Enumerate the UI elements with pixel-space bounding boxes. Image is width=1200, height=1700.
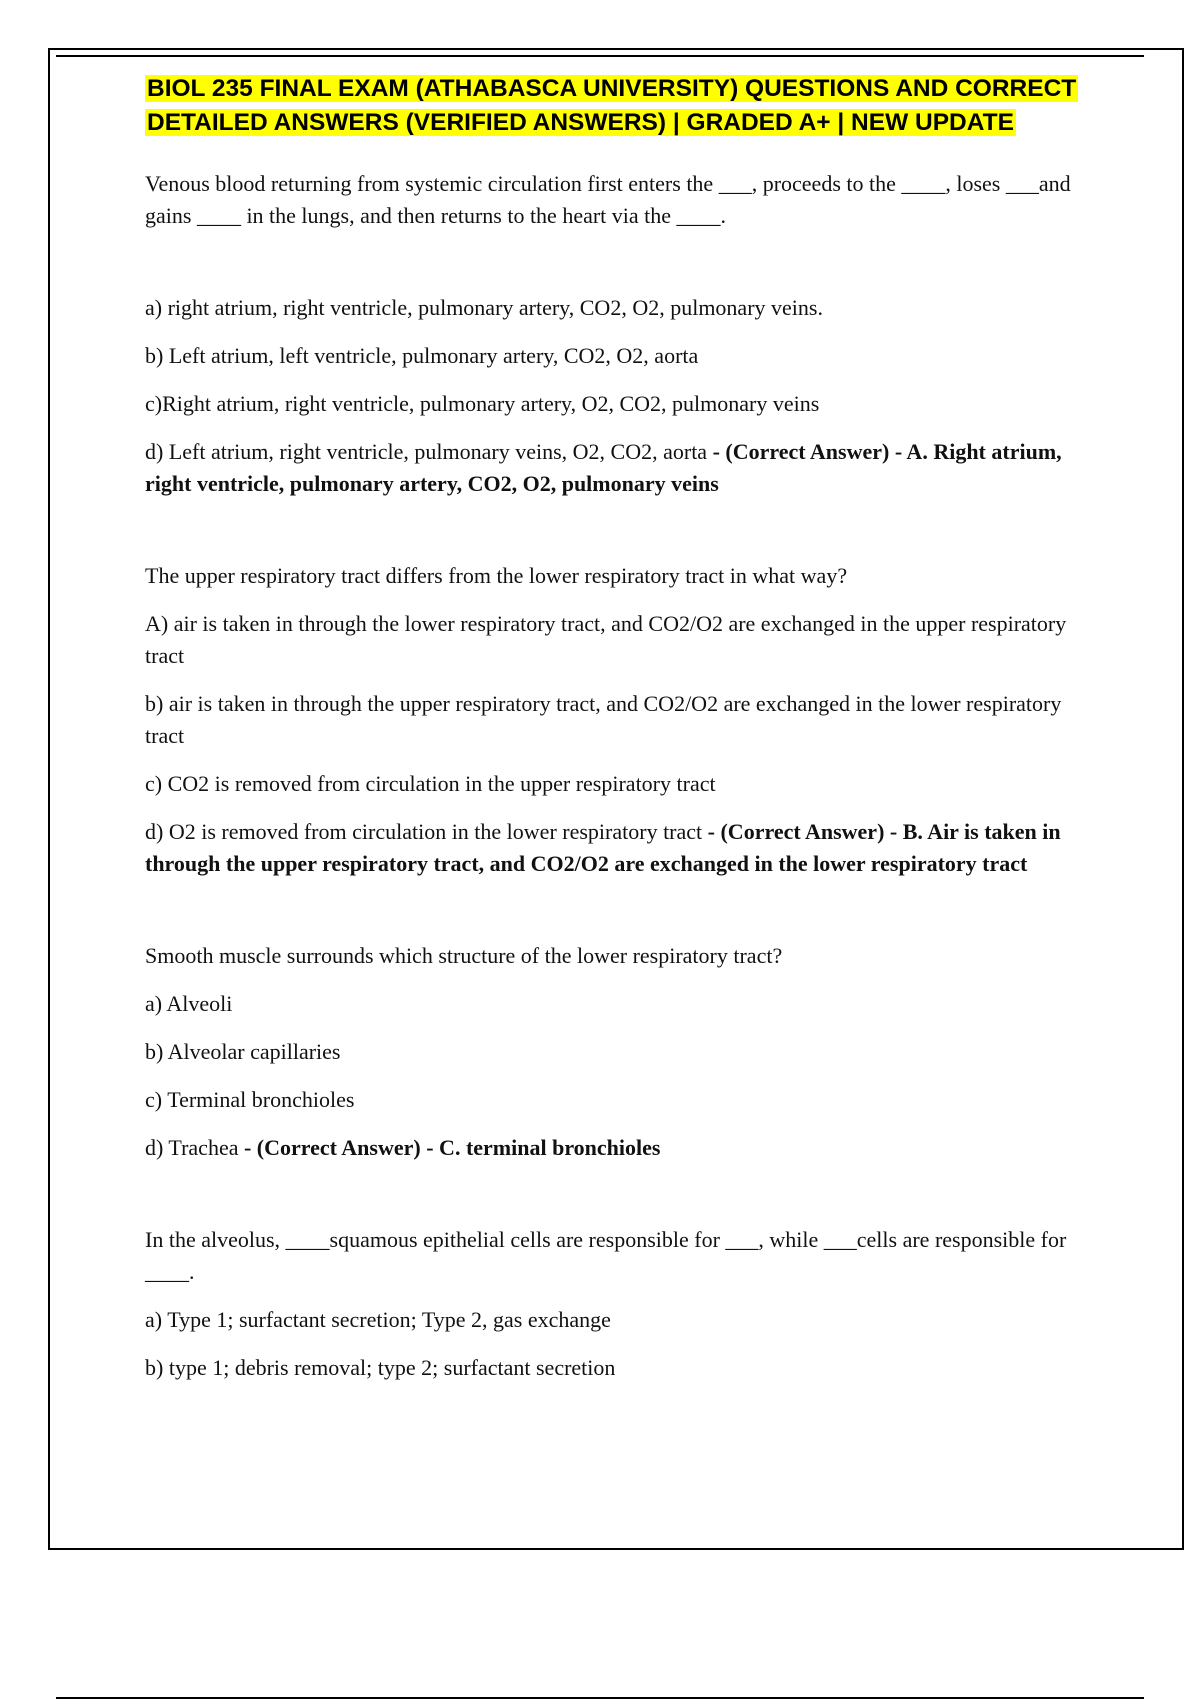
question-3-option-d [145,1132,1095,1164]
question-1-option-c: c)Right atrium, right ventricle, pulmonary artery, O2, CO2, pulmonary veins [145,391,820,416]
question-2-option-d-text: d) O2 is removed from circulation in the lower respiratory tract [145,819,708,844]
question-2-option-c: c) CO2 is removed from circulation in the upper respiratory tract [145,771,716,796]
question-1-option-d-text: d) Left atrium, right ventricle, pulmonary veins, O2, CO2, aorta [145,439,713,464]
document-title [145,72,1095,140]
question-1-option-b: b) Left atrium, left ventricle, pulmonary artery, CO2, O2, aorta [145,343,699,368]
question-2-option-a: A) air is taken in through the lower respiratory tract, and CO2/O2 are exchanged in the upper respiratory tract [145,611,1067,668]
question-2-text: The upper respiratory tract differs from the lower respiratory tract in what way? [145,563,848,588]
question-1-answer: - (Correct Answer) - A. Right atrium, right ventricle, pulmonary artery, CO2, O2, pulmonary veins [145,439,1062,496]
title-line-1: BIOL 235 FINAL EXAM (ATHABASCA UNIVERSITY) QUESTIONS AND CORRECT [147,75,1077,102]
question-4-option-b: b) type 1; debris removal; type 2; surfactant secretion [145,1355,616,1380]
question-3-text: Smooth muscle surrounds which structure of the lower respiratory tract? [145,943,783,968]
question-3-option-d-text: d) Trachea [145,1135,244,1160]
question-1-option-d [145,436,1095,500]
document-content [145,72,1095,1384]
question-2-answer: - (Correct Answer) - B. Air is taken in through the upper respiratory tract, and CO2/O2 are exchanged in the lower respiratory tract [145,819,1061,876]
question-4-option-a: a) Type 1; surfactant secretion; Type 2, gas exchange [145,1307,611,1332]
question-2-option-b: b) air is taken in through the upper respiratory tract, and CO2/O2 are exchanged in the lower respiratory tract [145,691,1062,748]
question-1-text: Venous blood returning from systemic circulation first enters the ___, proceeds to the ____, loses ___and gains ____ in the lungs, and then returns to the heart via the ____. [145,171,1071,228]
title-line-2: DETAILED ANSWERS (VERIFIED ANSWERS) | GRADED A+ | NEW UPDATE [147,109,1014,136]
question-3-option-b: b) Alveolar capillaries [145,1039,341,1064]
question-3-answer: - (Correct Answer) - C. terminal bronchioles [243,1135,661,1160]
question-2-option-d [145,816,1095,880]
question-3-option-a: a) Alveoli [145,991,233,1016]
question-3-option-c: c) Terminal bronchioles [145,1087,355,1112]
question-4-text: In the alveolus, ____squamous epithelial cells are responsible for ___, while ___cells are responsible for ____. [145,1227,1067,1284]
question-1-option-a: a) right atrium, right ventricle, pulmonary artery, CO2, O2, pulmonary veins. [145,295,823,320]
bottom-rule [56,1697,1144,1699]
